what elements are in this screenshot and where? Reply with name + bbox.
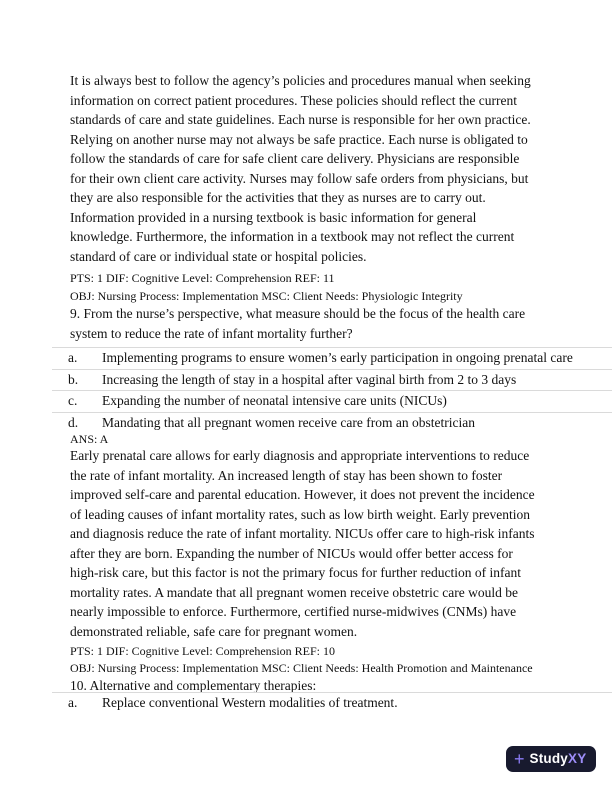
option-row-a [52, 692, 612, 714]
brand-study: Study [529, 751, 569, 767]
option-letter: b. [68, 371, 79, 387]
q8-pts-line: PTS: 1 DIF: Cognitive Level: Comprehension REF: 11 [70, 271, 335, 285]
q9-answer-line: ANS: A [70, 432, 109, 446]
text-line: system to reduce the rate of infant mortality further? [70, 325, 353, 341]
q9-rationale-paragraph [70, 446, 535, 641]
q8-obj-line: OBJ: Nursing Process: Implementation MSC: Client Needs: Physiologic Integrity [70, 289, 463, 303]
option-letter: a. [68, 350, 78, 366]
option-row-c [52, 390, 612, 412]
text-line: information on correct patient procedures. These policies should reflect the current [70, 92, 517, 108]
text-line: Early prenatal care allows for early diagnosis and appropriate interventions to reduce [70, 448, 530, 463]
text-line: It is always best to follow the agency’s policies and procedures manual when seeking [70, 73, 531, 88]
text-line: mortality rates. A mandate that all pregnant women receive obstetric care would be [70, 584, 518, 600]
text-line: 10. Alternative and complementary therapies: [70, 678, 317, 693]
text-line: Information provided in a nursing textbook is basic information for general [70, 209, 477, 225]
studyxy-logo-text [530, 752, 587, 766]
option-row-d [52, 412, 612, 434]
option-text: Increasing the length of stay in a hospital after vaginal birth from 2 to 3 days [102, 371, 517, 387]
text-line: nearly impossible to enforce. Furthermore, certified nurse-midwives (CNMs) have [70, 604, 517, 619]
option-text: Implementing programs to ensure women’s early participation in ongoing prenatal care [102, 350, 573, 366]
text-line: improved self-care and parental education. However, it does not prevent the incidence [70, 487, 535, 502]
brand-xy: XY [568, 751, 587, 767]
option-letter: a. [68, 695, 78, 711]
text-line: knowledge. Furthermore, the information in a textbook may not reflect the current [70, 229, 515, 244]
text-line: high-risk care, but this factor is not the primary focus for further reduction of infant [70, 565, 521, 580]
q9-pts-line: PTS: 1 DIF: Cognitive Level: Comprehension REF: 10 [70, 644, 335, 658]
text-line: standards of care and state guidelines. Each nurse is responsible for her own practice. [70, 112, 531, 127]
text-line: standard of care or individual state or hospital policies. [70, 248, 367, 264]
question-9-stem [70, 304, 525, 343]
q8-rationale-paragraph [70, 71, 531, 266]
option-letter: d. [68, 414, 79, 430]
option-row-a [52, 347, 612, 369]
text-line: demonstrated reliable, safe care for pregnant women. [70, 623, 358, 639]
text-line: 9. From the nurse’s perspective, what measure should be the focus of the health care [70, 306, 526, 321]
option-row-b [52, 369, 612, 391]
option-letter: c. [68, 393, 78, 409]
q9-obj-line: OBJ: Nursing Process: Implementation MSC: Client Needs: Health Promotion and Maintenance [70, 661, 533, 675]
question-9-options [52, 347, 612, 433]
studyxy-logo[interactable] [506, 746, 596, 772]
plus-icon: + [514, 748, 525, 769]
option-text: Replace conventional Western modalities of treatment. [102, 695, 398, 711]
text-line: and diagnosis reduce the rate of infant mortality. NICUs offer care to high-risk infants [70, 526, 535, 541]
text-line: Relying on another nurse may not always be safe practice. Each nurse is obligated to [70, 131, 528, 147]
text-line: of leading causes of infant mortality rates, such as low birth weight. Early prevention [70, 506, 530, 522]
option-text: Mandating that all pregnant women receive care from an obstetrician [102, 414, 475, 430]
option-text: Expanding the number of neonatal intensive care units (NICUs) [102, 393, 447, 409]
text-line: the rate of infant mortality. An increased length of stay has been shown to foster [70, 467, 503, 483]
text-line: for their own client care activity. Nurses may follow safe orders from physicians, but [70, 170, 529, 186]
text-line: after they are born. Expanding the number of NICUs would offer better access for [70, 545, 513, 561]
text-line: follow the standards of care for safe client care delivery. Physicians are responsible [70, 151, 520, 166]
text-line: they are also responsible for the activities that they as nurses are to carry out. [70, 190, 486, 205]
question-10-options [52, 692, 612, 714]
